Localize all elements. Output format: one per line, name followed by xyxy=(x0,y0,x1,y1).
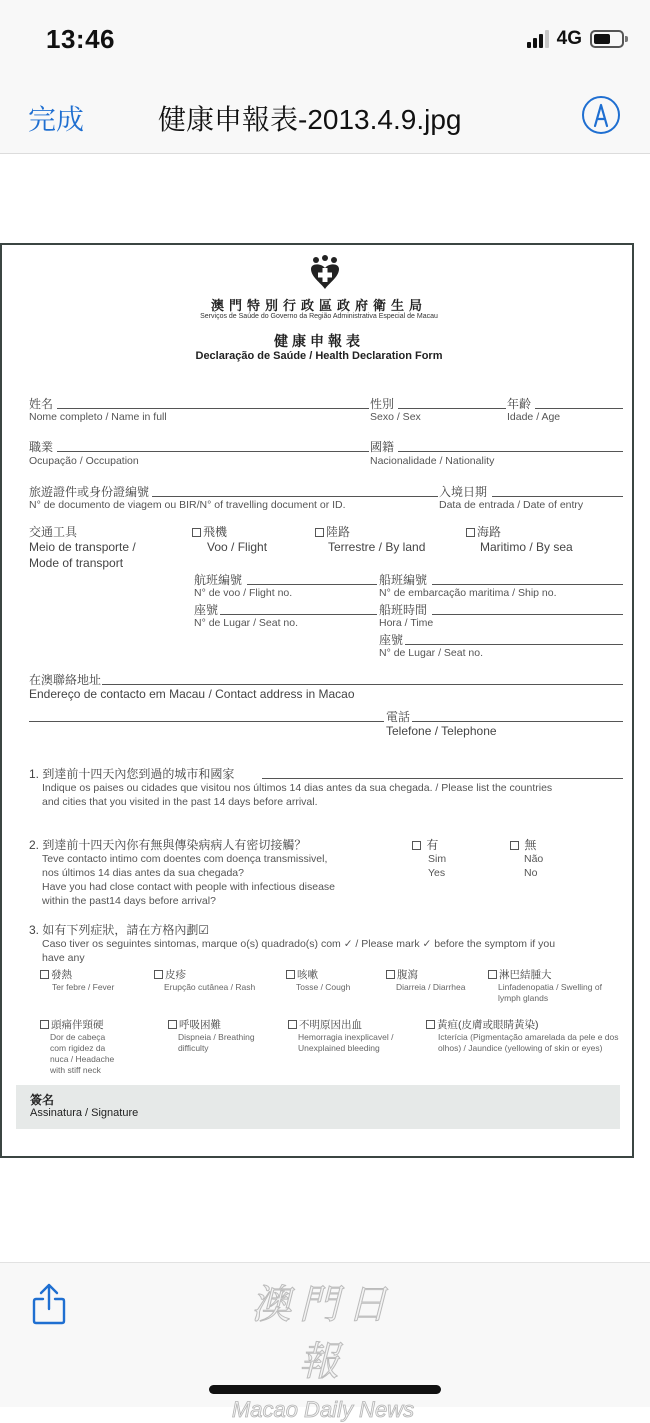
phone-field-line xyxy=(412,721,623,722)
q2-label-en-2: nos últimos 14 dias antes da sua chegada? xyxy=(42,867,244,879)
doc-no-label-zh: 旅遊證件或身份證編號 xyxy=(29,485,150,499)
org-name-zh: 澳門特別行政區政府衛生局 xyxy=(210,298,427,313)
checkbox xyxy=(510,841,519,850)
transport-option-sea: 海路 xyxy=(466,523,501,540)
address-field-line-2 xyxy=(29,721,384,722)
age-label-en: Idade / Age xyxy=(507,411,561,423)
doc-no-label-en: N° de documento de viagem ou BIR/N° of travelling document or ID. xyxy=(29,499,346,511)
q1-label-en-2: and cities that you visited in the past 14 days before arrival. xyxy=(42,796,318,808)
sex-label-zh: 性別 xyxy=(370,397,395,411)
symptom-item: 黃疸(皮膚或眼睛黃染) Icterícia (Pigmentação amarelada da pele e dos olhos) / Jaundice (yellowing of skin or eyes) xyxy=(426,1017,624,1054)
signal-strength-icon xyxy=(527,30,549,48)
checkbox xyxy=(288,1020,297,1029)
checkbox xyxy=(40,1020,49,1029)
name-label-en: Nome completo / Name in full xyxy=(29,411,167,423)
signature-label-en: Assinatura / Signature xyxy=(30,1107,139,1119)
ship-seat-label-zh: 座號 xyxy=(379,633,404,647)
q2-yes-en: Yes xyxy=(428,867,446,879)
q2-yes-option: 有 xyxy=(412,836,438,853)
nationality-label-zh: 國籍 xyxy=(370,440,395,454)
checkbox xyxy=(386,970,395,979)
status-indicators xyxy=(527,28,624,50)
ship-seat-label-en: N° de Lugar / Seat no. xyxy=(379,647,484,659)
checkbox xyxy=(286,970,295,979)
flight-seat-label-en: N° de Lugar / Seat no. xyxy=(194,617,299,629)
q3-label-zh: 3. 如有下列症狀，請在方格內劃☑ xyxy=(29,923,210,937)
occupation-field-line xyxy=(57,451,369,452)
ship-no-field-line xyxy=(432,584,623,585)
sex-label-en: Sexo / Sex xyxy=(370,411,421,423)
checkbox xyxy=(168,1020,177,1029)
transport-label-en-2: Mode of transport xyxy=(29,556,124,570)
age-label-zh: 年齡 xyxy=(507,397,532,411)
share-button[interactable] xyxy=(30,1281,68,1327)
symptom-item: 呼吸困難 Dispneia / Breathing difficulty xyxy=(168,1017,268,1054)
markup-pen-icon xyxy=(590,102,612,128)
q2-label-en-3: Have you had close contact with people with infectious disease xyxy=(42,881,336,893)
q2-label-zh: 2. 到達前十四天內你有無與傳染病病人有密切接觸？ xyxy=(29,838,307,852)
entry-date-label-zh: 入境日期 xyxy=(439,485,488,499)
sex-field-line xyxy=(398,408,506,409)
transport-option-sea-en: Maritimo / By sea xyxy=(480,540,573,554)
ship-seat-field-line xyxy=(405,644,623,645)
health-bureau-logo-icon xyxy=(307,255,343,291)
q2-no-option: 無 xyxy=(510,836,536,853)
watermark-zh: 澳門日報 xyxy=(251,1282,395,1385)
flight-no-field-line xyxy=(247,584,377,585)
form-title: Declaração de Saúde / Health Declaration Form xyxy=(195,350,443,362)
checkbox xyxy=(315,528,324,537)
age-field-line xyxy=(535,408,623,409)
q2-yes-pt: Sim xyxy=(428,853,447,865)
checkbox xyxy=(426,1020,435,1029)
phone-label-zh: 電話 xyxy=(386,710,411,724)
signature-box xyxy=(16,1085,620,1129)
health-declaration-form-image xyxy=(0,243,634,1158)
ship-no-label-zh: 船班編號 xyxy=(379,573,428,587)
home-indicator[interactable] xyxy=(209,1385,441,1394)
entry-date-label-en: Data de entrada / Date of entry xyxy=(439,499,584,511)
name-field-line xyxy=(57,408,369,409)
checkbox xyxy=(488,970,497,979)
address-field-line xyxy=(102,684,623,685)
watermark-en: Macao Daily News xyxy=(231,1397,415,1422)
checkbox xyxy=(192,528,201,537)
symptom-item: 腹瀉 Diarreia / Diarrhea xyxy=(386,967,486,993)
signature-label-zh: 簽名 xyxy=(30,1093,55,1107)
flight-seat-field-line xyxy=(220,614,377,615)
symptom-item: 咳嗽 Tosse / Cough xyxy=(286,967,381,993)
transport-label-zh: 交通工具 xyxy=(29,525,78,539)
ship-no-label-en: N° de embarcação maritima / Ship no. xyxy=(379,587,557,599)
ship-time-label-zh: 船班時間 xyxy=(379,603,428,617)
symptom-item: 淋巴結腫大 Linfadenopatia / Swelling of lymph glands xyxy=(488,967,623,1004)
checkbox xyxy=(466,528,475,537)
flight-no-label-zh: 航班編號 xyxy=(194,573,243,587)
symptom-item: 發熱 Ter febre / Fever xyxy=(40,967,150,993)
ship-time-label-en: Hora / Time xyxy=(379,617,434,629)
address-label-en: Endereço de contacto em Macau / Contact address in Macao xyxy=(29,687,355,701)
nationality-field-line xyxy=(398,451,623,452)
nationality-label-en: Nacionalidade / Nationality xyxy=(370,455,495,467)
transport-option-land-en: Terrestre / By land xyxy=(328,540,426,554)
q3-label-en-1: Caso tiver os seguintes sintomas, marque o(s) quadrado(s) com ✓ / Please mark ✓ before the symptom if you xyxy=(42,938,556,950)
q1-field-line xyxy=(262,778,623,779)
file-title: 健康申報表-2013.4.9.jpg xyxy=(158,104,462,135)
flight-no-label-en: N° de voo / Flight no. xyxy=(194,587,293,599)
transport-option-flight-en: Voo / Flight xyxy=(207,540,268,554)
network-type: 4G xyxy=(556,28,582,49)
ship-time-field-line xyxy=(432,614,623,615)
nav-bar xyxy=(0,80,650,154)
markup-button[interactable] xyxy=(582,96,620,134)
transport-option-flight: 飛機 xyxy=(192,523,227,540)
done-button[interactable]: 完成 xyxy=(28,104,85,135)
transport-option-land: 陸路 xyxy=(315,523,350,540)
status-time: 13:46 xyxy=(46,24,115,54)
share-icon xyxy=(30,1281,68,1327)
form-title-zh: 健康申報表 xyxy=(274,333,364,349)
symptom-item: 皮疹 Erupção cutânea / Rash xyxy=(154,967,279,993)
q1-label-zh: 1. 到達前十四天內您到過的城市和國家 xyxy=(29,767,235,781)
q1-label-en-1: Indique os paises ou cidades que visitou nos últimos 14 dias antes da sua chegada. / Please list the countries xyxy=(42,782,553,794)
occupation-label-en: Ocupação / Occupation xyxy=(29,455,139,467)
flight-seat-label-zh: 座號 xyxy=(194,603,219,617)
symptom-item: 不明原因出血 Hemorragia inexplicavel / Unexplained bleeding xyxy=(288,1017,400,1054)
q2-no-en: No xyxy=(524,867,538,879)
q2-label-en-4: within the past14 days before arrival? xyxy=(42,895,216,907)
name-label-zh: 姓名 xyxy=(29,397,54,411)
q2-no-pt: Não xyxy=(524,853,544,865)
doc-no-field-line xyxy=(152,496,438,497)
q2-label-en-1: Teve contacto intimo com doentes com doença transmissivel, xyxy=(42,853,328,865)
symptom-item: 頭痛伴頸硬 Dor de cabeça com rigidez da nuca / Headache with stiff neck xyxy=(40,1017,122,1076)
bottom-toolbar xyxy=(0,1262,650,1422)
occupation-label-zh: 職業 xyxy=(29,440,54,454)
org-name-pt: Serviços de Saúde do Governo da Região Administrativa Especial de Macau xyxy=(200,313,438,320)
entry-date-field-line xyxy=(492,496,623,497)
phone-label-en: Telefone / Telephone xyxy=(386,724,497,738)
status-bar xyxy=(0,0,650,80)
checkbox xyxy=(412,841,421,850)
checkbox xyxy=(154,970,163,979)
transport-label-en-1: Meio de transporte / xyxy=(29,540,136,554)
q3-label-en-2: have any xyxy=(42,952,85,964)
address-label-zh: 在澳聯絡地址 xyxy=(29,673,102,687)
checkbox xyxy=(40,970,49,979)
newspaper-watermark xyxy=(228,1273,418,1423)
battery-icon xyxy=(590,30,624,48)
